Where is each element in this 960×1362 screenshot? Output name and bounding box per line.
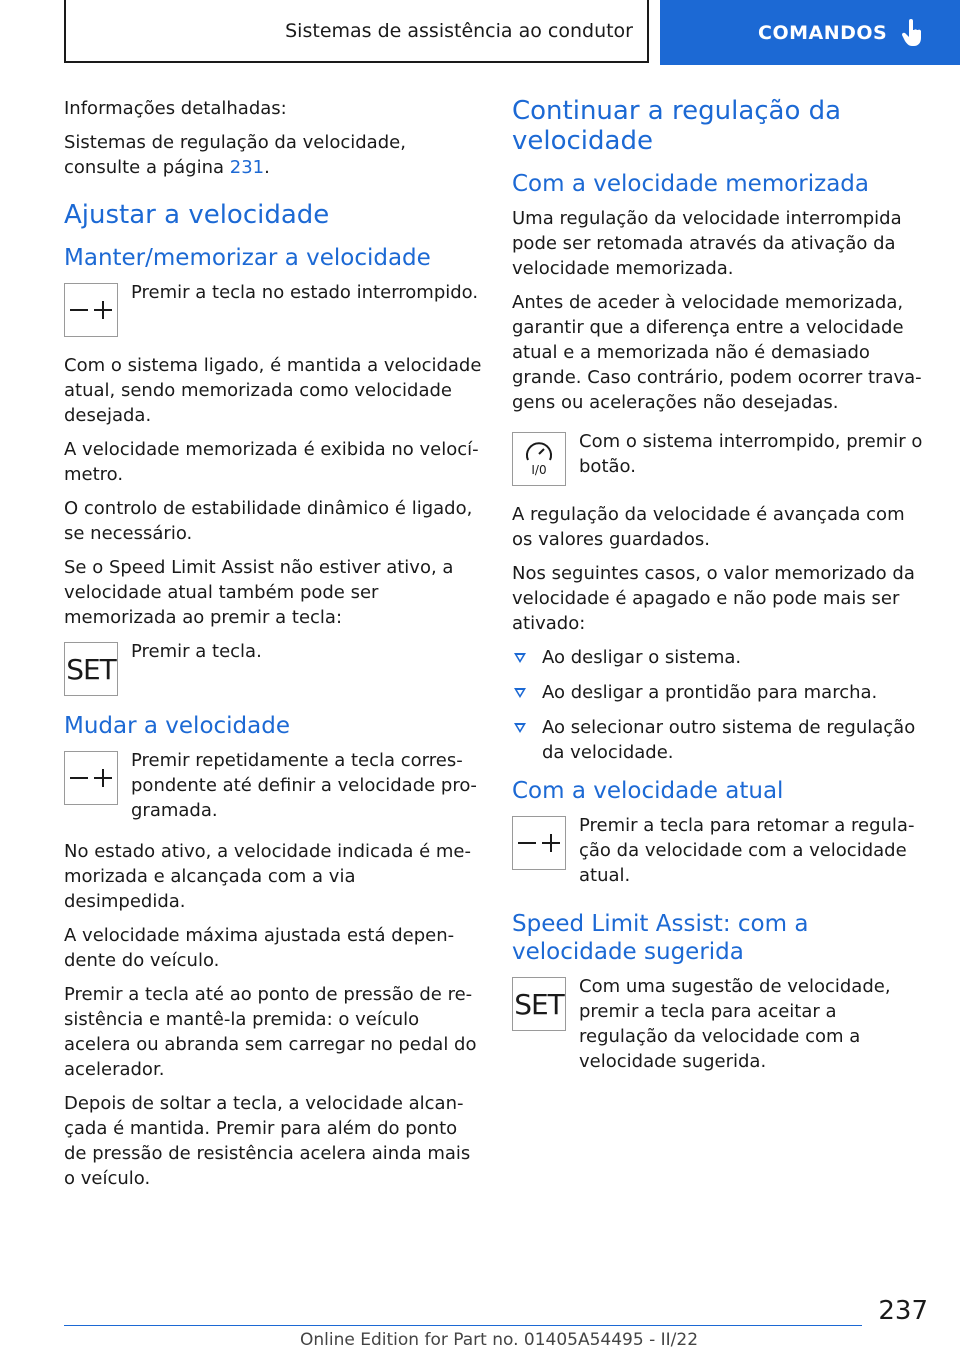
page-number: 237: [878, 1296, 928, 1326]
list-item: Ao desligar a prontidão para marcha.: [512, 680, 928, 705]
intro-paragraph: Sistemas de regulação da velocidade, consulte a página 231.: [64, 132, 406, 178]
triangle-bullet-icon: [514, 688, 526, 698]
paragraph: Nos seguintes casos, o valor memorizado da velocidade é apagado e não pode mais ser ativado:: [512, 563, 915, 634]
key-row: [64, 748, 482, 823]
heading-manter: Manter/memorizar a velocidade: [64, 245, 431, 271]
heading-continuar: Continuar a regulação da velocidade: [512, 96, 842, 156]
heading-atual: Com a velocidade atual: [512, 778, 784, 804]
speedometer-key-icon: [512, 432, 566, 486]
gauge-label: I/0: [531, 462, 547, 477]
key-row: [512, 429, 928, 486]
set-key-icon: SET: [512, 977, 566, 1031]
paragraph: Premir a tecla até ao ponto de pressão de resistência e mantê-la premida: o veículo acelera ou abranda sem carregar no pedal do acelerador.: [64, 984, 477, 1080]
paragraph: Se o Speed Limit Assist não estiver ativo, a velocidade atual também pode ser memorizada ao premir a tecla:: [64, 557, 454, 628]
minus-plus-key-icon: [512, 816, 566, 870]
list-item: Ao selecionar outro sistema de regulação da velocidade.: [512, 715, 928, 765]
left-column: [64, 96, 482, 1200]
paragraph: Com o sistema ligado, é mantida a velocidade atual, sendo memorizada como velocidade desejada.: [64, 355, 482, 426]
chapter-title: COMANDOS: [758, 21, 888, 44]
triangle-bullet-icon: [514, 653, 526, 663]
triangle-bullet-icon: [514, 723, 526, 733]
paragraph: Depois de soltar a tecla, a velocidade alcançada é mantida. Premir para além do ponto de pressão de resistência acelera ainda mais o veículo.: [64, 1093, 471, 1189]
key-description: Premir a tecla no estado interrompido.: [131, 282, 479, 303]
heading-memorizada: Com a velocidade memorizada: [512, 171, 870, 197]
key-description: Premir a tecla.: [131, 641, 262, 662]
key-row: [64, 280, 482, 337]
section-title: Sistemas de assistência ao condutor: [285, 19, 633, 42]
paragraph: A velocidade memorizada é exibida no velocímetro.: [64, 439, 479, 485]
footer-divider: [64, 1325, 862, 1326]
key-row: [512, 974, 928, 1074]
paragraph: Uma regulação da velocidade interrompida pode ser retomada através da ativação da velocidade memorizada.: [512, 208, 902, 279]
edition-footer: Online Edition for Part no. 01405A54495 - II/22: [300, 1330, 699, 1350]
minus-plus-key-icon: [64, 283, 118, 337]
key-description: Com o sistema interrompido, premir o botão.: [579, 431, 923, 477]
paragraph: A regulação da velocidade é avançada com os valores guardados.: [512, 504, 905, 550]
hand-pointer-icon: [901, 19, 925, 47]
heading-ajustar: Ajustar a velocidade: [64, 200, 330, 230]
set-key-icon: SET: [64, 642, 118, 696]
paragraph: A velocidade máxima ajustada está dependente do veículo.: [64, 925, 455, 971]
paragraph: No estado ativo, a velocidade indicada é memorizada e alcançada com a via desimpedida.: [64, 841, 472, 912]
bullet-list: [512, 645, 928, 765]
running-header-chapter: [660, 0, 960, 65]
key-description: Com uma sugestão de velocidade, premir a tecla para aceitar a regulação da velocidade com a velocidade sugerida.: [579, 976, 891, 1072]
key-description: Premir repetidamente a tecla correspondente até definir a velocidade programada.: [131, 750, 477, 821]
paragraph: O controlo de estabilidade dinâmico é ligado, se necessário.: [64, 498, 473, 544]
key-row: [64, 639, 482, 696]
minus-plus-key-icon: [64, 751, 118, 805]
intro-label: Informações detalhadas:: [64, 98, 287, 119]
key-description: Premir a tecla para retomar a regulação da velocidade com a velocidade atual.: [579, 815, 915, 886]
key-row: [512, 813, 928, 888]
right-column: [512, 96, 928, 1090]
paragraph: Antes de aceder à velocidade memorizada, garantir que a diferença entre a velocidade atual e a memorizada não é demasiado grande. Caso contrário, podem ocorrer travagens ou acelerações não desejadas.: [512, 292, 922, 413]
running-header-section: [64, 0, 649, 63]
heading-speed-limit-assist: Speed Limit Assist: com a velocidade sugerida: [512, 911, 809, 965]
heading-mudar: Mudar a velocidade: [64, 713, 290, 739]
page-link[interactable]: 231: [229, 157, 265, 178]
list-item: Ao desligar o sistema.: [512, 645, 928, 670]
